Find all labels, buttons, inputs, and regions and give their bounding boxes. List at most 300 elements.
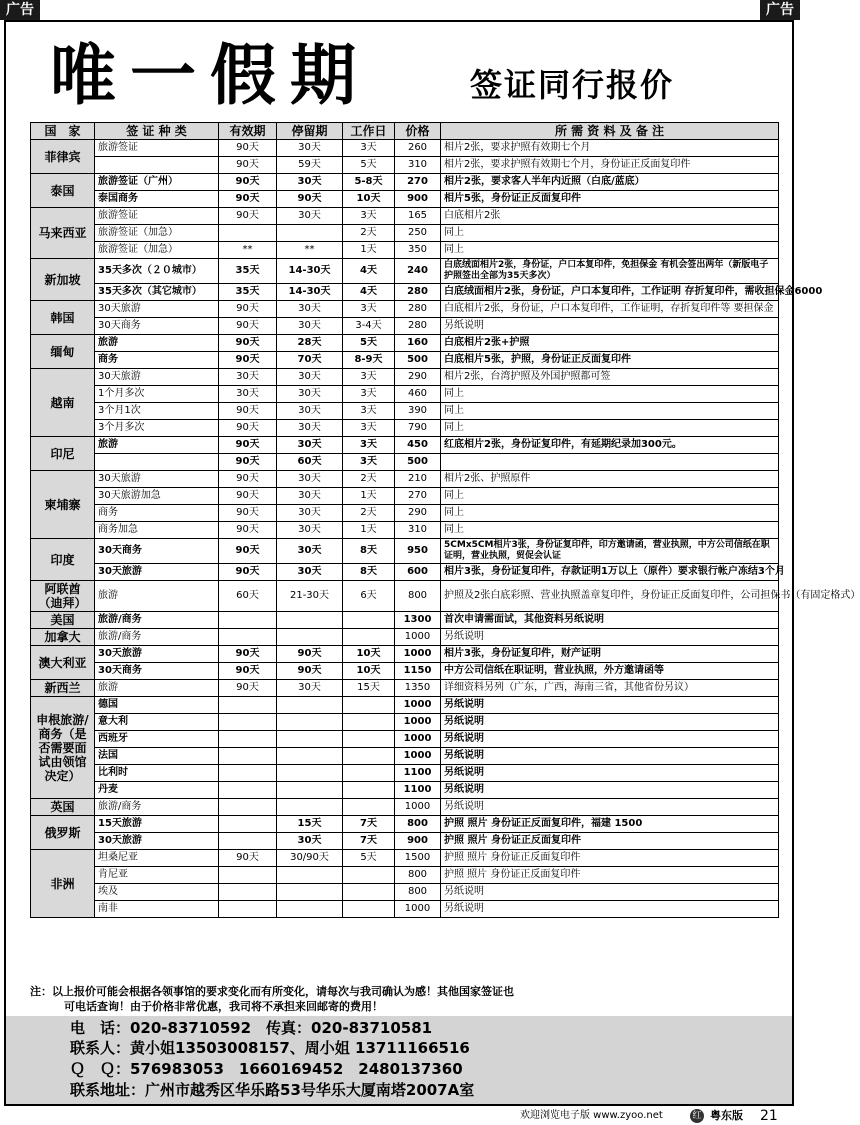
validity-cell: ** (219, 242, 277, 259)
country-cell: 马来西亚 (31, 208, 95, 259)
visa-type-cell: 30天旅游 (95, 471, 219, 488)
stay-cell: 28天 (277, 335, 343, 352)
country-cell: 柬埔寨 (31, 471, 95, 539)
requirements-cell: 相片2张，要求护照有效期七个月，身份证正反面复印件 (441, 157, 779, 174)
visa-type-cell: 比利时 (95, 765, 219, 782)
price-cell: 1500 (395, 850, 441, 867)
workdays-cell: 1天 (343, 488, 395, 505)
price-cell: 800 (395, 884, 441, 901)
table-row (31, 646, 779, 663)
stay-cell (277, 697, 343, 714)
contact-address: 联系地址：广州市越秀区华乐路53号华乐大厦南塔2007A室 (70, 1081, 475, 1099)
workdays-cell: 10天 (343, 646, 395, 663)
visa-type-cell: 旅游/商务 (95, 612, 219, 629)
requirements-cell: 同上 (441, 403, 779, 420)
price-table-wrap (30, 122, 860, 918)
workdays-cell (343, 867, 395, 884)
visa-type-cell: 35天多次（２０城市） (95, 259, 219, 284)
table-row (31, 157, 779, 174)
validity-cell: 90天 (219, 663, 277, 680)
column-header: 有效期 (219, 123, 277, 140)
price-cell: 500 (395, 352, 441, 369)
workdays-cell: 3天 (343, 420, 395, 437)
table-row (31, 714, 779, 731)
requirements-cell: 另纸说明 (441, 629, 779, 646)
column-header: 价格 (395, 123, 441, 140)
visa-type-cell: 旅游 (95, 437, 219, 454)
requirements-cell: 另纸说明 (441, 731, 779, 748)
price-cell: 290 (395, 369, 441, 386)
visa-type-cell: 西班牙 (95, 731, 219, 748)
price-cell: 1000 (395, 748, 441, 765)
validity-cell: 35天 (219, 284, 277, 301)
validity-cell: 90天 (219, 850, 277, 867)
workdays-cell: 6天 (343, 581, 395, 612)
stay-cell: ** (277, 242, 343, 259)
validity-cell (219, 225, 277, 242)
table-row (31, 697, 779, 714)
validity-cell: 90天 (219, 564, 277, 581)
country-cell: 印度 (31, 539, 95, 581)
requirements-cell: 同上 (441, 488, 779, 505)
validity-cell: 90天 (219, 335, 277, 352)
validity-cell: 90天 (219, 488, 277, 505)
price-cell: 450 (395, 437, 441, 454)
requirements-cell: 另纸说明 (441, 765, 779, 782)
table-row (31, 782, 779, 799)
stay-cell: 30天 (277, 208, 343, 225)
stay-cell: 30天 (277, 174, 343, 191)
validity-cell (219, 731, 277, 748)
table-row (31, 140, 779, 157)
stay-cell: 30天 (277, 522, 343, 539)
validity-cell: 90天 (219, 140, 277, 157)
table-row (31, 850, 779, 867)
requirements-cell: 同上 (441, 522, 779, 539)
price-cell: 1300 (395, 612, 441, 629)
table-row (31, 581, 779, 612)
stay-cell: 30天 (277, 505, 343, 522)
column-header: 国 家 (31, 123, 95, 140)
country-cell: 新西兰 (31, 680, 95, 697)
visa-type-cell: 旅游签证（广州） (95, 174, 219, 191)
workdays-cell: 2天 (343, 505, 395, 522)
column-header: 停留期 (277, 123, 343, 140)
table-row (31, 522, 779, 539)
visa-type-cell: 旅游签证 (95, 140, 219, 157)
edition-badge-icon: 红 (690, 1109, 704, 1123)
requirements-cell: 红底相片2张，身份证复印件，有延期纪录加300元。 (441, 437, 779, 454)
stay-cell: 90天 (277, 663, 343, 680)
table-row (31, 386, 779, 403)
country-cell: 申根旅游/商务（是否需要面试由领馆决定） (31, 697, 95, 799)
workdays-cell: 3天 (343, 208, 395, 225)
workdays-cell (343, 799, 395, 816)
requirements-cell: 另纸说明 (441, 799, 779, 816)
requirements-cell: 相片2张，台湾护照及外国护照都可签 (441, 369, 779, 386)
requirements-cell: 白底相片2张，身份证，户口本复印件，工作证明，存折复印件等 要担保金 (441, 301, 779, 318)
stay-cell: 90天 (277, 191, 343, 208)
price-cell: 1000 (395, 799, 441, 816)
visa-type-cell: 意大利 (95, 714, 219, 731)
requirements-cell: 另纸说明 (441, 318, 779, 335)
stay-cell (277, 629, 343, 646)
price-cell: 1100 (395, 765, 441, 782)
visa-type-cell: 30天旅游 (95, 646, 219, 663)
requirements-cell: 护照 照片 身份证正反面复印件，福建 1500 (441, 816, 779, 833)
validity-cell (219, 833, 277, 850)
requirements-cell: 另纸说明 (441, 697, 779, 714)
visa-type-cell: 商务 (95, 505, 219, 522)
footer-edition: 粤东版 (710, 1109, 743, 1122)
table-row (31, 816, 779, 833)
country-cell: 韩国 (31, 301, 95, 335)
requirements-cell: 同上 (441, 386, 779, 403)
stay-cell (277, 225, 343, 242)
workdays-cell: 5-8天 (343, 174, 395, 191)
visa-type-cell: 30天商务 (95, 539, 219, 564)
workdays-cell (343, 748, 395, 765)
table-row (31, 284, 779, 301)
table-row (31, 901, 779, 918)
price-cell: 800 (395, 867, 441, 884)
stay-cell (277, 901, 343, 918)
table-row (31, 225, 779, 242)
validity-cell: 90天 (219, 471, 277, 488)
footer-site: 欢迎浏览电子版 www.zyoo.net (520, 1110, 663, 1121)
workdays-cell: 3天 (343, 437, 395, 454)
visa-type-cell: 15天旅游 (95, 816, 219, 833)
table-row (31, 867, 779, 884)
visa-type-cell: 丹麦 (95, 782, 219, 799)
requirements-cell: 白底相片2张 (441, 208, 779, 225)
stay-cell (277, 748, 343, 765)
workdays-cell: 3天 (343, 386, 395, 403)
table-row (31, 454, 779, 471)
country-cell: 阿联酋（迪拜） (31, 581, 95, 612)
stay-cell: 30天 (277, 403, 343, 420)
price-cell: 790 (395, 420, 441, 437)
stay-cell: 30天 (277, 301, 343, 318)
validity-cell (219, 629, 277, 646)
price-cell: 310 (395, 522, 441, 539)
stay-cell: 70天 (277, 352, 343, 369)
workdays-cell: 4天 (343, 259, 395, 284)
requirements-cell: 中方公司信纸在职证明，营业执照，外方邀请函等 (441, 663, 779, 680)
validity-cell (219, 697, 277, 714)
workdays-cell: 3天 (343, 369, 395, 386)
workdays-cell: 5天 (343, 850, 395, 867)
requirements-cell: 护照及2张白底彩照、营业执照盖章复印件，身份证正反面复印件，公司担保书（有固定格式） (441, 581, 779, 612)
stay-cell: 30天 (277, 539, 343, 564)
visa-type-cell: 商务加急 (95, 522, 219, 539)
table-row (31, 242, 779, 259)
visa-type-cell: 3个月多次 (95, 420, 219, 437)
visa-type-cell (95, 454, 219, 471)
visa-type-cell: 30天商务 (95, 318, 219, 335)
validity-cell (219, 799, 277, 816)
price-cell: 260 (395, 140, 441, 157)
table-row (31, 420, 779, 437)
visa-type-cell: 30天旅游 (95, 564, 219, 581)
validity-cell: 90天 (219, 301, 277, 318)
stay-cell: 30天 (277, 420, 343, 437)
workdays-cell: 8天 (343, 539, 395, 564)
visa-type-cell: 30天旅游 (95, 369, 219, 386)
stay-cell: 30天 (277, 140, 343, 157)
visa-type-cell: 旅游 (95, 335, 219, 352)
visa-type-cell: 德国 (95, 697, 219, 714)
validity-cell (219, 884, 277, 901)
table-row (31, 564, 779, 581)
visa-type-cell: 旅游 (95, 680, 219, 697)
workdays-cell (343, 629, 395, 646)
visa-type-cell: 35天多次（其它城市） (95, 284, 219, 301)
ad-tag-left: 广告 (0, 0, 40, 20)
validity-cell: 90天 (219, 680, 277, 697)
price-cell: 290 (395, 505, 441, 522)
price-cell: 270 (395, 488, 441, 505)
country-cell: 缅甸 (31, 335, 95, 369)
country-cell: 泰国 (31, 174, 95, 208)
visa-type-cell: 埃及 (95, 884, 219, 901)
validity-cell: 35天 (219, 259, 277, 284)
price-cell: 900 (395, 833, 441, 850)
stay-cell: 14-30天 (277, 259, 343, 284)
table-row (31, 612, 779, 629)
stay-cell: 30天 (277, 369, 343, 386)
requirements-cell: 另纸说明 (441, 782, 779, 799)
price-cell: 1000 (395, 629, 441, 646)
price-cell: 900 (395, 191, 441, 208)
table-row (31, 174, 779, 191)
requirements-cell: 白底相片2张+护照 (441, 335, 779, 352)
price-cell: 1000 (395, 714, 441, 731)
table-row (31, 505, 779, 522)
workdays-cell: 3天 (343, 301, 395, 318)
validity-cell: 30天 (219, 369, 277, 386)
stay-cell (277, 765, 343, 782)
stay-cell: 30天 (277, 680, 343, 697)
stay-cell: 59天 (277, 157, 343, 174)
country-cell: 非洲 (31, 850, 95, 918)
stay-cell (277, 714, 343, 731)
stay-cell: 30天 (277, 471, 343, 488)
table-row (31, 748, 779, 765)
price-cell: 390 (395, 403, 441, 420)
footnote-line-1: 注：以上报价可能会根据各领事馆的要求变化而有所变化，请每次与我司确认为感！其他国家签证也 (30, 985, 514, 998)
stay-cell (277, 884, 343, 901)
table-row (31, 335, 779, 352)
stay-cell: 30天 (277, 437, 343, 454)
price-cell: 250 (395, 225, 441, 242)
price-cell: 240 (395, 259, 441, 284)
requirements-cell: 相片2张，要求护照有效期七个月 (441, 140, 779, 157)
stay-cell (277, 612, 343, 629)
workdays-cell: 1天 (343, 522, 395, 539)
validity-cell: 90天 (219, 157, 277, 174)
visa-type-cell: 肯尼亚 (95, 867, 219, 884)
requirements-cell: 白底相片5张，护照，身份证正反面复印件 (441, 352, 779, 369)
price-cell: 280 (395, 318, 441, 335)
table-row (31, 437, 779, 454)
requirements-cell (441, 454, 779, 471)
requirements-cell: 相片2张、护照原件 (441, 471, 779, 488)
stay-cell: 30天 (277, 386, 343, 403)
visa-type-cell: 1个月多次 (95, 386, 219, 403)
price-cell: 210 (395, 471, 441, 488)
validity-cell (219, 748, 277, 765)
price-cell: 270 (395, 174, 441, 191)
validity-cell: 90天 (219, 420, 277, 437)
requirements-cell: 首次申请需面试，其他资料另纸说明 (441, 612, 779, 629)
table-row (31, 259, 779, 284)
validity-cell: 90天 (219, 318, 277, 335)
validity-cell (219, 714, 277, 731)
requirements-cell: 另纸说明 (441, 748, 779, 765)
requirements-cell: 另纸说明 (441, 884, 779, 901)
stay-cell (277, 731, 343, 748)
workdays-cell (343, 731, 395, 748)
country-cell: 新加坡 (31, 259, 95, 301)
visa-type-cell: 30天旅游 (95, 301, 219, 318)
table-row (31, 403, 779, 420)
visa-type-cell: 坦桑尼亚 (95, 850, 219, 867)
stay-cell (277, 782, 343, 799)
price-cell: 600 (395, 564, 441, 581)
workdays-cell (343, 884, 395, 901)
validity-cell (219, 612, 277, 629)
column-header: 工作日 (343, 123, 395, 140)
validity-cell: 90天 (219, 191, 277, 208)
table-row (31, 191, 779, 208)
stay-cell: 30天 (277, 564, 343, 581)
workdays-cell (343, 697, 395, 714)
table-row (31, 471, 779, 488)
table-row (31, 301, 779, 318)
visa-type-cell: 30天旅游 (95, 833, 219, 850)
workdays-cell: 5天 (343, 157, 395, 174)
price-cell: 1000 (395, 697, 441, 714)
price-cell: 800 (395, 581, 441, 612)
validity-cell: 90天 (219, 522, 277, 539)
price-cell: 165 (395, 208, 441, 225)
table-row (31, 369, 779, 386)
table-row (31, 884, 779, 901)
validity-cell: 90天 (219, 646, 277, 663)
table-row (31, 765, 779, 782)
price-cell: 160 (395, 335, 441, 352)
price-cell: 1000 (395, 731, 441, 748)
table-row (31, 488, 779, 505)
country-cell: 英国 (31, 799, 95, 816)
stay-cell: 30天 (277, 318, 343, 335)
validity-cell: 90天 (219, 437, 277, 454)
stay-cell: 30/90天 (277, 850, 343, 867)
price-table (30, 122, 860, 918)
price-cell: 1000 (395, 646, 441, 663)
price-cell: 350 (395, 242, 441, 259)
stay-cell (277, 799, 343, 816)
header (30, 30, 770, 116)
table-row (31, 629, 779, 646)
price-cell: 1150 (395, 663, 441, 680)
visa-type-cell: 南非 (95, 901, 219, 918)
price-cell: 460 (395, 386, 441, 403)
workdays-cell: 3天 (343, 454, 395, 471)
table-row (31, 318, 779, 335)
country-cell: 俄罗斯 (31, 816, 95, 850)
visa-type-cell (95, 157, 219, 174)
visa-type-cell: 30天商务 (95, 663, 219, 680)
contact-qq: Ｑ Ｑ：576983053 1660169452 2480137360 (70, 1060, 463, 1078)
price-cell: 1350 (395, 680, 441, 697)
price-cell: 280 (395, 284, 441, 301)
stay-cell: 90天 (277, 646, 343, 663)
footnote-line-2: 可电话查询！由于价格非常优惠，我司将不承担来回邮寄的费用！ (64, 1000, 383, 1013)
visa-type-cell: 30天旅游加急 (95, 488, 219, 505)
contact-phone: 电 话：020-83710592 传真：020-83710581 (70, 1019, 433, 1037)
price-cell: 800 (395, 816, 441, 833)
table-row (31, 833, 779, 850)
validity-cell: 90天 (219, 505, 277, 522)
country-cell: 美国 (31, 612, 95, 629)
workdays-cell: 10天 (343, 191, 395, 208)
requirements-cell: 同上 (441, 420, 779, 437)
stay-cell: 15天 (277, 816, 343, 833)
workdays-cell (343, 901, 395, 918)
requirements-cell: 白底绒面相片2张，身份证，户口本复印件，工作证明 存折复印件，需收担保金6000 (441, 284, 779, 301)
page-footer (0, 1107, 800, 1125)
country-cell: 印尼 (31, 437, 95, 471)
stay-cell: 30天 (277, 833, 343, 850)
requirements-cell: 相片3张，身份证复印件，财产证明 (441, 646, 779, 663)
visa-type-cell: 旅游签证（加急） (95, 242, 219, 259)
workdays-cell: 4天 (343, 284, 395, 301)
table-row (31, 680, 779, 697)
table-row (31, 208, 779, 225)
visa-type-cell: 旅游签证（加急） (95, 225, 219, 242)
visa-type-cell: 旅游 (95, 581, 219, 612)
country-cell: 越南 (31, 369, 95, 437)
stay-cell: 30天 (277, 488, 343, 505)
ad-tag-right: 广告 (760, 0, 800, 20)
price-cell: 1000 (395, 901, 441, 918)
table-row (31, 731, 779, 748)
workdays-cell (343, 765, 395, 782)
workdays-cell: 2天 (343, 225, 395, 242)
visa-type-cell: 3个月1次 (95, 403, 219, 420)
column-header: 签 证 种 类 (95, 123, 219, 140)
validity-cell (219, 901, 277, 918)
requirements-cell: 同上 (441, 242, 779, 259)
stay-cell (277, 867, 343, 884)
workdays-cell: 7天 (343, 816, 395, 833)
workdays-cell: 3天 (343, 140, 395, 157)
workdays-cell: 7天 (343, 833, 395, 850)
workdays-cell: 8-9天 (343, 352, 395, 369)
column-header: 所 需 资 料 及 备 注 (441, 123, 779, 140)
stay-cell: 14-30天 (277, 284, 343, 301)
requirements-cell: 护照 照片 身份证正反面复印件 (441, 850, 779, 867)
requirements-cell: 另纸说明 (441, 901, 779, 918)
footnote (30, 984, 770, 1014)
country-cell: 澳大利亚 (31, 646, 95, 680)
validity-cell: 60天 (219, 581, 277, 612)
requirements-cell: 同上 (441, 505, 779, 522)
workdays-cell: 10天 (343, 663, 395, 680)
table-row (31, 539, 779, 564)
